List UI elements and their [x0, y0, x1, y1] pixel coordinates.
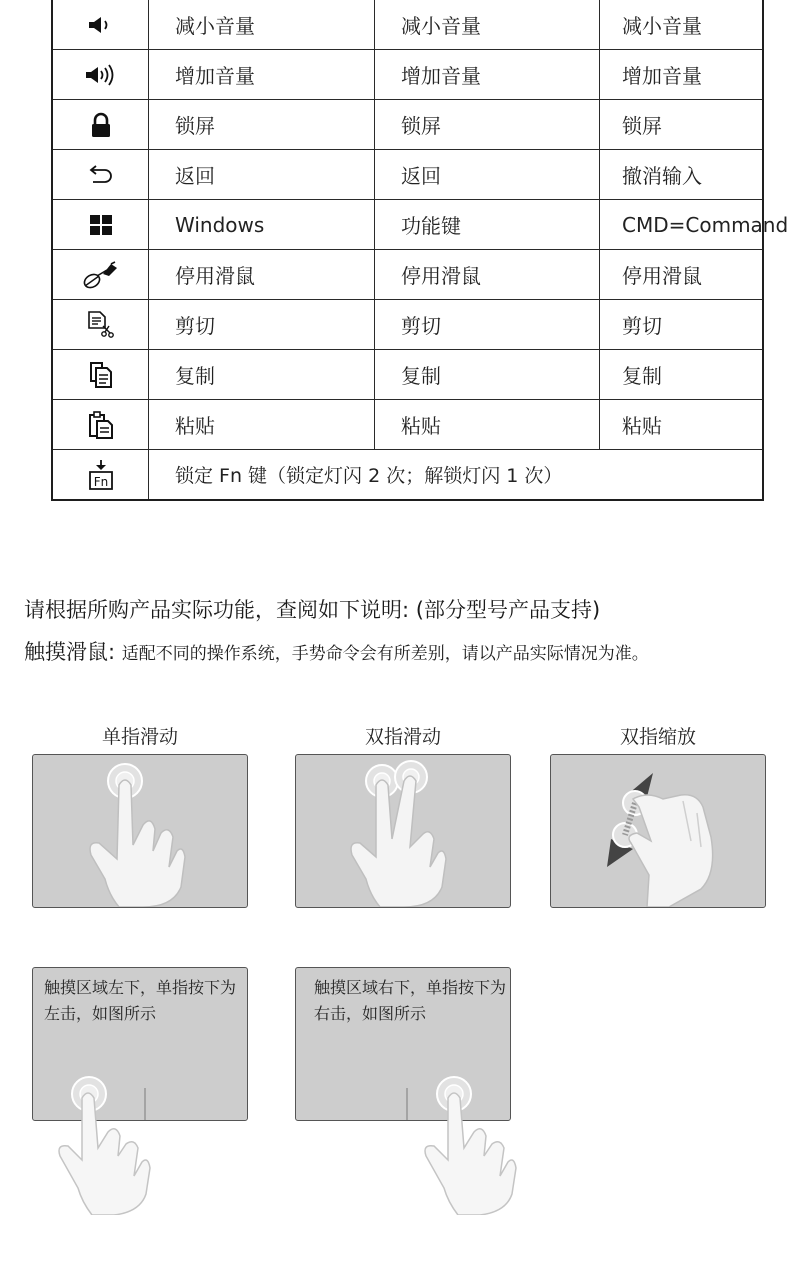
right-click-text: 触摸区域右下，单指按下为右击，如图所示	[314, 978, 507, 1023]
table-row	[52, 350, 763, 400]
hand-pinch-zoom-illustration	[551, 755, 765, 907]
svg-text:Fn: Fn	[93, 474, 108, 489]
table-cell: 停用滑鼠	[600, 250, 764, 300]
table-cell: CMD=Command	[600, 200, 764, 250]
lock-icon	[52, 100, 149, 150]
table-cell: 返回	[149, 150, 375, 200]
table-cell: 返回	[375, 150, 600, 200]
table-row	[52, 400, 763, 450]
table-row	[52, 250, 763, 300]
gesture-title-two-finger-zoom: 双指缩放	[619, 726, 696, 748]
touch-mouse-label: 触摸滑鼠:	[24, 640, 122, 664]
table-cell: 停用滑鼠	[149, 250, 375, 300]
table-cell: 减小音量	[600, 0, 764, 50]
table-cell: 剪切	[375, 300, 600, 350]
left-click-text: 触摸区域左下，单指按下为左击，如图所示	[44, 978, 237, 1023]
table-cell: 粘贴	[600, 400, 764, 450]
table-cell: 减小音量	[149, 0, 375, 50]
volume-up-icon	[52, 50, 149, 100]
table-cell: 停用滑鼠	[375, 250, 600, 300]
table-row	[52, 300, 763, 350]
disable-mouse-icon	[52, 250, 149, 300]
table-row	[52, 150, 763, 200]
table-row	[52, 50, 763, 100]
table-cell: 减小音量	[375, 0, 600, 50]
table-cell: 剪切	[600, 300, 764, 350]
table-cell: 粘贴	[375, 400, 600, 450]
table-cell: 增加音量	[600, 50, 764, 100]
windows-icon	[52, 200, 149, 250]
table-cell: 功能键	[375, 200, 600, 250]
table-cell: 复制	[600, 350, 764, 400]
table-cell: 锁屏	[149, 100, 375, 150]
hand-right-click-illustration	[410, 1090, 530, 1215]
gesture-title-single-slide: 单指滑动	[101, 726, 178, 748]
paste-icon	[52, 400, 149, 450]
table-cell: 粘贴	[149, 400, 375, 450]
table-row	[52, 0, 763, 50]
table-cell: 增加音量	[375, 50, 600, 100]
back-arrow-icon	[52, 150, 149, 200]
fn-lock-icon	[52, 450, 149, 501]
touchpad-two-finger-slide	[295, 754, 511, 908]
hand-left-click-illustration	[52, 1090, 172, 1215]
table-cell: 锁屏	[600, 100, 764, 150]
gesture-title-two-finger-slide: 双指滑动	[364, 726, 441, 748]
table-cell: 撤消输入	[600, 150, 764, 200]
hand-two-finger-illustration	[296, 755, 510, 907]
table-row	[52, 450, 763, 501]
support-note: 请根据所购产品实际功能，查阅如下说明: (部分型号产品支持)	[24, 598, 601, 622]
table-cell: 增加音量	[149, 50, 375, 100]
table-row	[52, 200, 763, 250]
volume-down-icon	[52, 0, 149, 50]
copy-icon	[52, 350, 149, 400]
touchpad-two-finger-zoom	[550, 754, 766, 908]
hand-single-finger-illustration	[33, 755, 247, 907]
table-row	[52, 100, 763, 150]
cut-icon	[52, 300, 149, 350]
table-cell: 锁屏	[375, 100, 600, 150]
touch-mouse-text: 适配不同的操作系统，手势命令会有所差别，请以产品实际情况为准。	[121, 644, 649, 664]
table-cell: 复制	[149, 350, 375, 400]
touchpad-single-slide	[32, 754, 248, 908]
key-function-table	[51, 0, 789, 501]
touch-mouse-note	[24, 636, 649, 666]
table-cell: Windows	[149, 200, 375, 250]
table-cell: 剪切	[149, 300, 375, 350]
fn-lock-description: 锁定 Fn 键（锁定灯闪 2 次；解锁灯闪 1 次）	[149, 450, 764, 501]
table-cell: 复制	[375, 350, 600, 400]
